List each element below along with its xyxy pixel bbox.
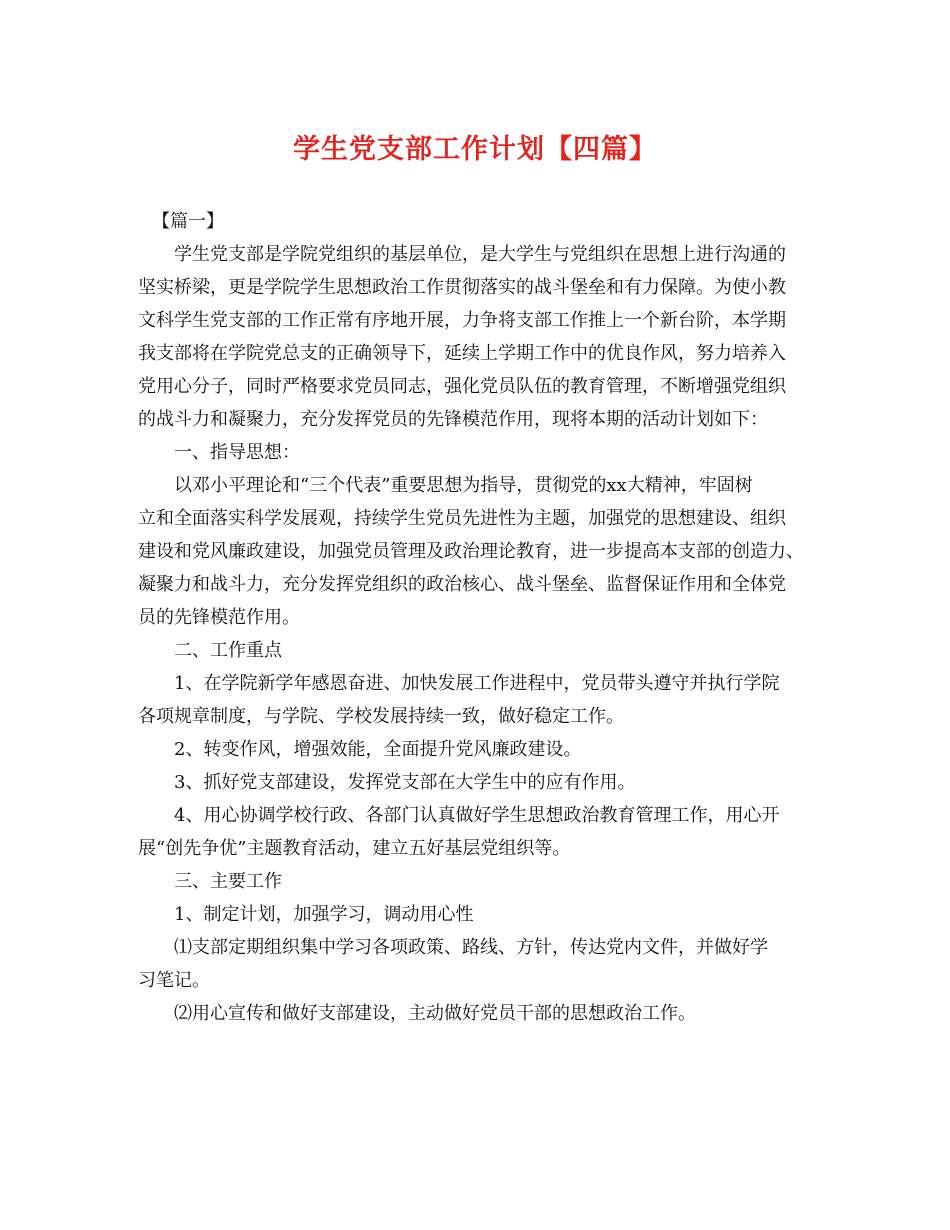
text-line: 文科学生党支部的工作正常有序地开展，力争将支部工作推上一个新台阶，本学期 — [138, 310, 786, 331]
text-line: 的战斗力和凝聚力，充分发挥党员的先锋模范作用，现将本期的活动计划如下： — [138, 409, 768, 430]
text-line: 建设和党风廉政建设，加强党员管理及政治理论教育，进一步提高本支部的创造力、 — [138, 541, 804, 562]
text-line: 以邓小平理论和“三个代表”重要思想为指导，贯彻党的xx大精神，牢固树 — [174, 475, 753, 496]
text-line: 4、用心协调学校行政、各部门认真做好学生思想政治教育管理工作，用心开 — [174, 805, 780, 826]
text-line: 1、在学院新学年感恩奋进、加快发展工作进程中，党员带头遵守并执行学院 — [174, 673, 780, 694]
text-line: 展“创先争优”主题教育活动，建立五好基层党组织等。 — [138, 838, 571, 859]
text-line: 各项规章制度，与学院、学校发展持续一致，做好稳定工作。 — [138, 706, 624, 727]
text-line: 一、指导思想： — [174, 442, 300, 463]
text-line: 三、主要工作 — [174, 871, 282, 892]
text-line: 坚实桥梁，更是学院学生思想政治工作贯彻落实的战斗堡垒和有力保障。为使小教 — [138, 277, 786, 298]
text-line: 2、转变作风，增强效能，全面提升党风廉政建设。 — [174, 739, 582, 760]
text-line: 学生党支部是学院党组织的基层单位，是大学生与党组织在思想上进行沟通的 — [174, 244, 786, 265]
text-line: 习笔记。 — [138, 970, 210, 991]
document-title: 学生党支部工作计划【四篇】 — [293, 134, 657, 165]
text-line: 3、抓好党支部建设，发挥党支部在大学生中的应有作用。 — [174, 772, 636, 793]
text-line: 凝聚力和战斗力，充分发挥党组织的政治核心、战斗堡垒、监督保证作用和全体党 — [138, 574, 786, 595]
text-line: 党用心分子，同时严格要求党员同志，强化党员队伍的教育管理，不断增强党组织 — [138, 376, 786, 397]
text-line: 员的先锋模范作用。 — [138, 607, 300, 628]
text-line: ⑴支部定期组织集中学习各项政策、路线、方针，传达党内文件，并做好学 — [174, 937, 768, 958]
text-line: 立和全面落实科学发展观，持续学生党员先进性为主题，加强党的思想建设、组织 — [138, 508, 786, 529]
text-line: 二、工作重点 — [174, 640, 282, 661]
text-line: 1、制定计划，加强学习，调动用心性 — [174, 904, 474, 925]
text-line: 我支部将在学院党总支的正确领导下，延续上学期工作中的优良作风，努力培养入 — [138, 343, 786, 364]
text-line: ⑵用心宣传和做好支部建设，主动做好党员干部的思想政治工作。 — [174, 1003, 696, 1024]
document-body — [138, 205, 838, 1030]
text-line: 【篇一】 — [152, 211, 224, 232]
